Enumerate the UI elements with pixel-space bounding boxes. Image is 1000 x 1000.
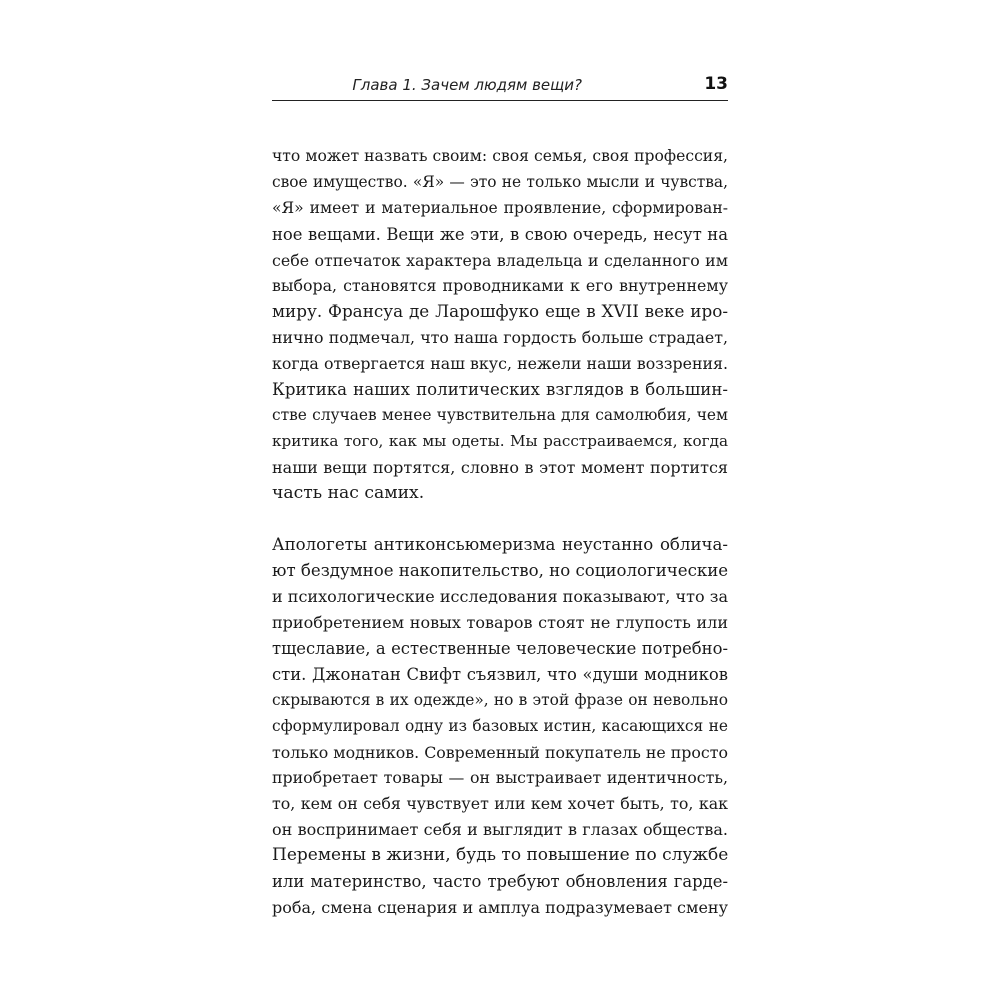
chapter-title: Глава 1. Зачем людям вещи? [352,76,582,94]
text-line: приобретает товары — он выстраивает идентичность, [272,768,728,788]
text-line: роба, смена сценария и амплуа подразумевает смену [272,897,728,917]
paragraph-1 [272,144,728,506]
page-number: 13 [704,74,728,94]
text-line: или материнство, часто требуют обновления гарде- [272,872,728,892]
body-text [272,144,728,921]
text-line: скрываются в их одежде», но в этой фразе он невольно [272,690,728,709]
text-line: Апологеты антиконсьюмеризма неустанно облича- [272,535,728,555]
text-line: Критика наших политических взглядов в большин- [272,380,728,400]
text-line: и психологические исследования показывают, что за [272,587,728,607]
text-line: «Я» имеет и материальное проявление, сформирован- [272,198,728,217]
text-line: сти. Джонатан Свифт съязвил, что «души модников [272,664,728,684]
text-line: стве случаев менее чувствительна для самолюбия, чем [272,405,728,424]
text-line: миру. Франсуа де Ларошфуко еще в XVII веке иро- [272,301,728,322]
text-line: часть нас самих. [272,482,425,503]
text-line: он воспринимает себя и выглядит в глазах общества. [272,820,728,840]
text-line: то, кем он себя чувствует или кем хочет быть, то, как [272,794,728,814]
text-line: Перемены в жизни, будь то повышение по службе [272,845,728,866]
paragraph-gap [272,506,728,532]
paragraph-2 [272,532,728,920]
running-header [272,74,728,101]
text-line: наши вещи портятся, словно в этот момент портится [272,457,728,477]
text-line: критика того, как мы одеты. Мы расстраиваемся, когда [272,431,728,450]
text-line: свое имущество. «Я» — это не только мысли и чувства, [272,172,728,191]
text-line: приобретением новых товаров стоят не глупость или [272,613,728,633]
text-line: ют бездумное накопительство, но социологические [272,561,728,581]
text-line: нично подмечал, что наша гордость больше страдает, [272,328,728,348]
text-line: когда отвергается наш вкус, нежели наши воззрения. [272,354,728,374]
text-line: выбора, становятся проводниками к его внутреннему [272,276,728,296]
text-line: себе отпечаток характера владельца и сделанного им [272,250,728,270]
text-line: только модников. Современный покупатель не просто [272,742,728,762]
text-line: что может назвать своим: своя семья, своя профессия, [272,147,728,165]
text-line: ное вещами. Вещи же эти, в свою очередь, несут на [272,224,728,244]
text-line: сформулировал одну из базовых истин, касающихся не [272,716,728,735]
text-line: тщеславие, а естественные человеческие потребно- [272,639,728,659]
